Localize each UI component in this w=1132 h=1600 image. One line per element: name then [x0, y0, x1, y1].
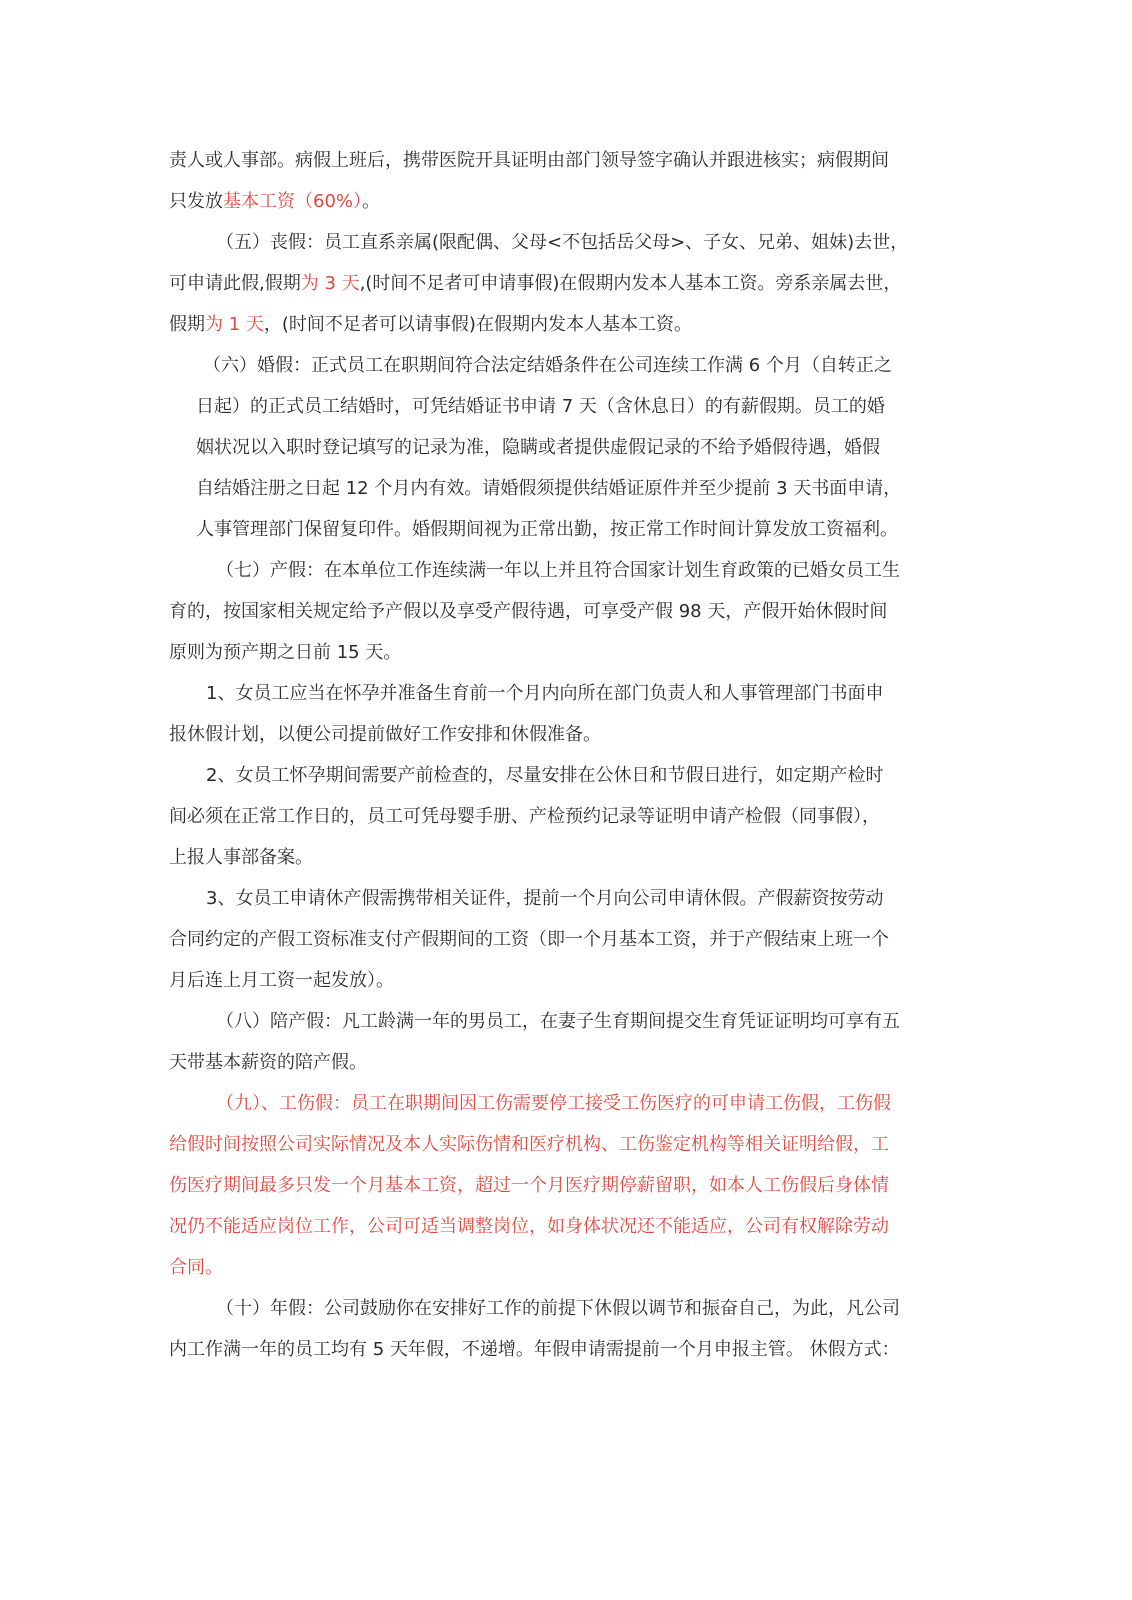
maternity-item-1-line-2: 报休假计划，以便公司提前做好工作安排和休假准备。: [169, 724, 601, 745]
sick-leave-line-1: 责人或人事部。病假上班后，携带医院开具证明由部门领导签字确认并跟进核实；病假期间: [169, 150, 889, 171]
one-day-highlight: 为 1 天: [205, 314, 264, 335]
bereavement-text-4: ，(时间不足者可以请事假)在假期内发本人基本工资。: [263, 314, 692, 335]
maternity-item-2-line-3: 上报人事部备案。: [169, 847, 313, 868]
sick-leave-end: 。: [362, 191, 381, 212]
work-injury-line-3: 伤医疗期间最多只发一个月基本工资，超过一个月医疗期停薪留职，如本人工伤假后身体情: [169, 1175, 889, 1196]
basic-wage-highlight: 基本工资（60%）: [223, 191, 363, 212]
bereavement-line-2: [169, 271, 901, 297]
sick-leave-text: 只发放: [169, 191, 223, 212]
bereavement-line-3: [169, 312, 692, 338]
maternity-item-1-line-1: 1、女员工应当在怀孕并准备生育前一个月内向所在部门负责人和人事管理部门书面申: [206, 683, 884, 704]
annual-line-1: （十）年假：公司鼓励你在安排好工作的前提下休假以调节和振奋自己，为此，凡公司: [216, 1298, 900, 1319]
work-injury-line-5: 合同。: [169, 1257, 223, 1278]
marriage-line-5: 人事管理部门保留复印件。婚假期间视为正常出勤，按正常工作时间计算发放工资福利。: [196, 519, 898, 540]
marriage-line-2: 日起）的正式员工结婚时，可凭结婚证书申请 7 天（含休息日）的有薪假期。员工的婚: [196, 396, 885, 417]
paternity-line-1: （八）陪产假：凡工龄满一年的男员工，在妻子生育期间提交生育凭证证明均可享有五: [216, 1011, 900, 1032]
annual-line-2: 内工作满一年的员工均有 5 天年假，不递增。年假申请需提前一个月申报主管。 休假方式：: [169, 1339, 900, 1360]
marriage-line-4: 自结婚注册之日起 12 个月内有效。请婚假须提供结婚证原件并至少提前 3 天书面申请，: [196, 478, 902, 499]
marriage-line-3: 姻状况以入职时登记填写的记录为准，隐瞒或者提供虚假记录的不给予婚假待遇，婚假: [196, 437, 880, 458]
bereavement-text-2: ,(时间不足者可申请事假)在假期内发本人基本工资。旁系亲属去世，: [359, 273, 902, 294]
sick-leave-line-2: [169, 189, 380, 215]
bereavement-line-1: （五）丧假：员工直系亲属(限配偶、父母<不包括岳父母>、子女、兄弟、姐妹)去世，: [216, 232, 909, 253]
maternity-line-1: （七）产假：在本单位工作连续满一年以上并且符合国家计划生育政策的已婚女员工生: [216, 560, 900, 581]
paternity-line-2: 天带基本薪资的陪产假。: [169, 1052, 367, 1073]
maternity-item-3-line-2: 合同约定的产假工资标准支付产假期间的工资（即一个月基本工资，并于产假结束上班一个: [169, 929, 889, 950]
maternity-line-3: 原则为预产期之日前 15 天。: [169, 642, 402, 663]
three-days-highlight: 为 3 天: [300, 273, 360, 294]
work-injury-line-2: 给假时间按照公司实际情况及本人实际伤情和医疗机构、工伤鉴定机构等相关证明给假，工: [169, 1134, 889, 1155]
work-injury-line-1: （九）、工伤假：员工在职期间因工伤需要停工接受工伤医疗的可申请工伤假，工伤假: [216, 1093, 891, 1114]
maternity-item-2-line-1: 2、女员工怀孕期间需要产前检查的，尽量安排在公休日和节假日进行，如定期产检时: [206, 765, 884, 786]
maternity-item-2-line-2: 间必须在正常工作日的，员工可凭母婴手册、产检预约记录等证明申请产检假（同事假），: [169, 806, 880, 827]
maternity-item-3-line-1: 3、女员工申请休产假需携带相关证件，提前一个月向公司申请休假。产假薪资按劳动: [206, 888, 884, 909]
work-injury-line-4: 况仍不能适应岗位工作，公司可适当调整岗位，如身体状况还不能适应，公司有权解除劳动: [169, 1216, 889, 1237]
maternity-item-3-line-3: 月后连上月工资一起发放）。: [169, 970, 394, 991]
bereavement-text: 可申请此假,假期: [169, 273, 301, 294]
bereavement-text-3: 假期: [169, 314, 205, 335]
maternity-line-2: 育的，按国家相关规定给予产假以及享受产假待遇，可享受产假 98 天，产假开始休假时间: [169, 601, 888, 622]
marriage-line-1: （六）婚假：正式员工在职期间符合法定结婚条件在公司连续工作满 6 个月（自转正之: [203, 355, 892, 376]
